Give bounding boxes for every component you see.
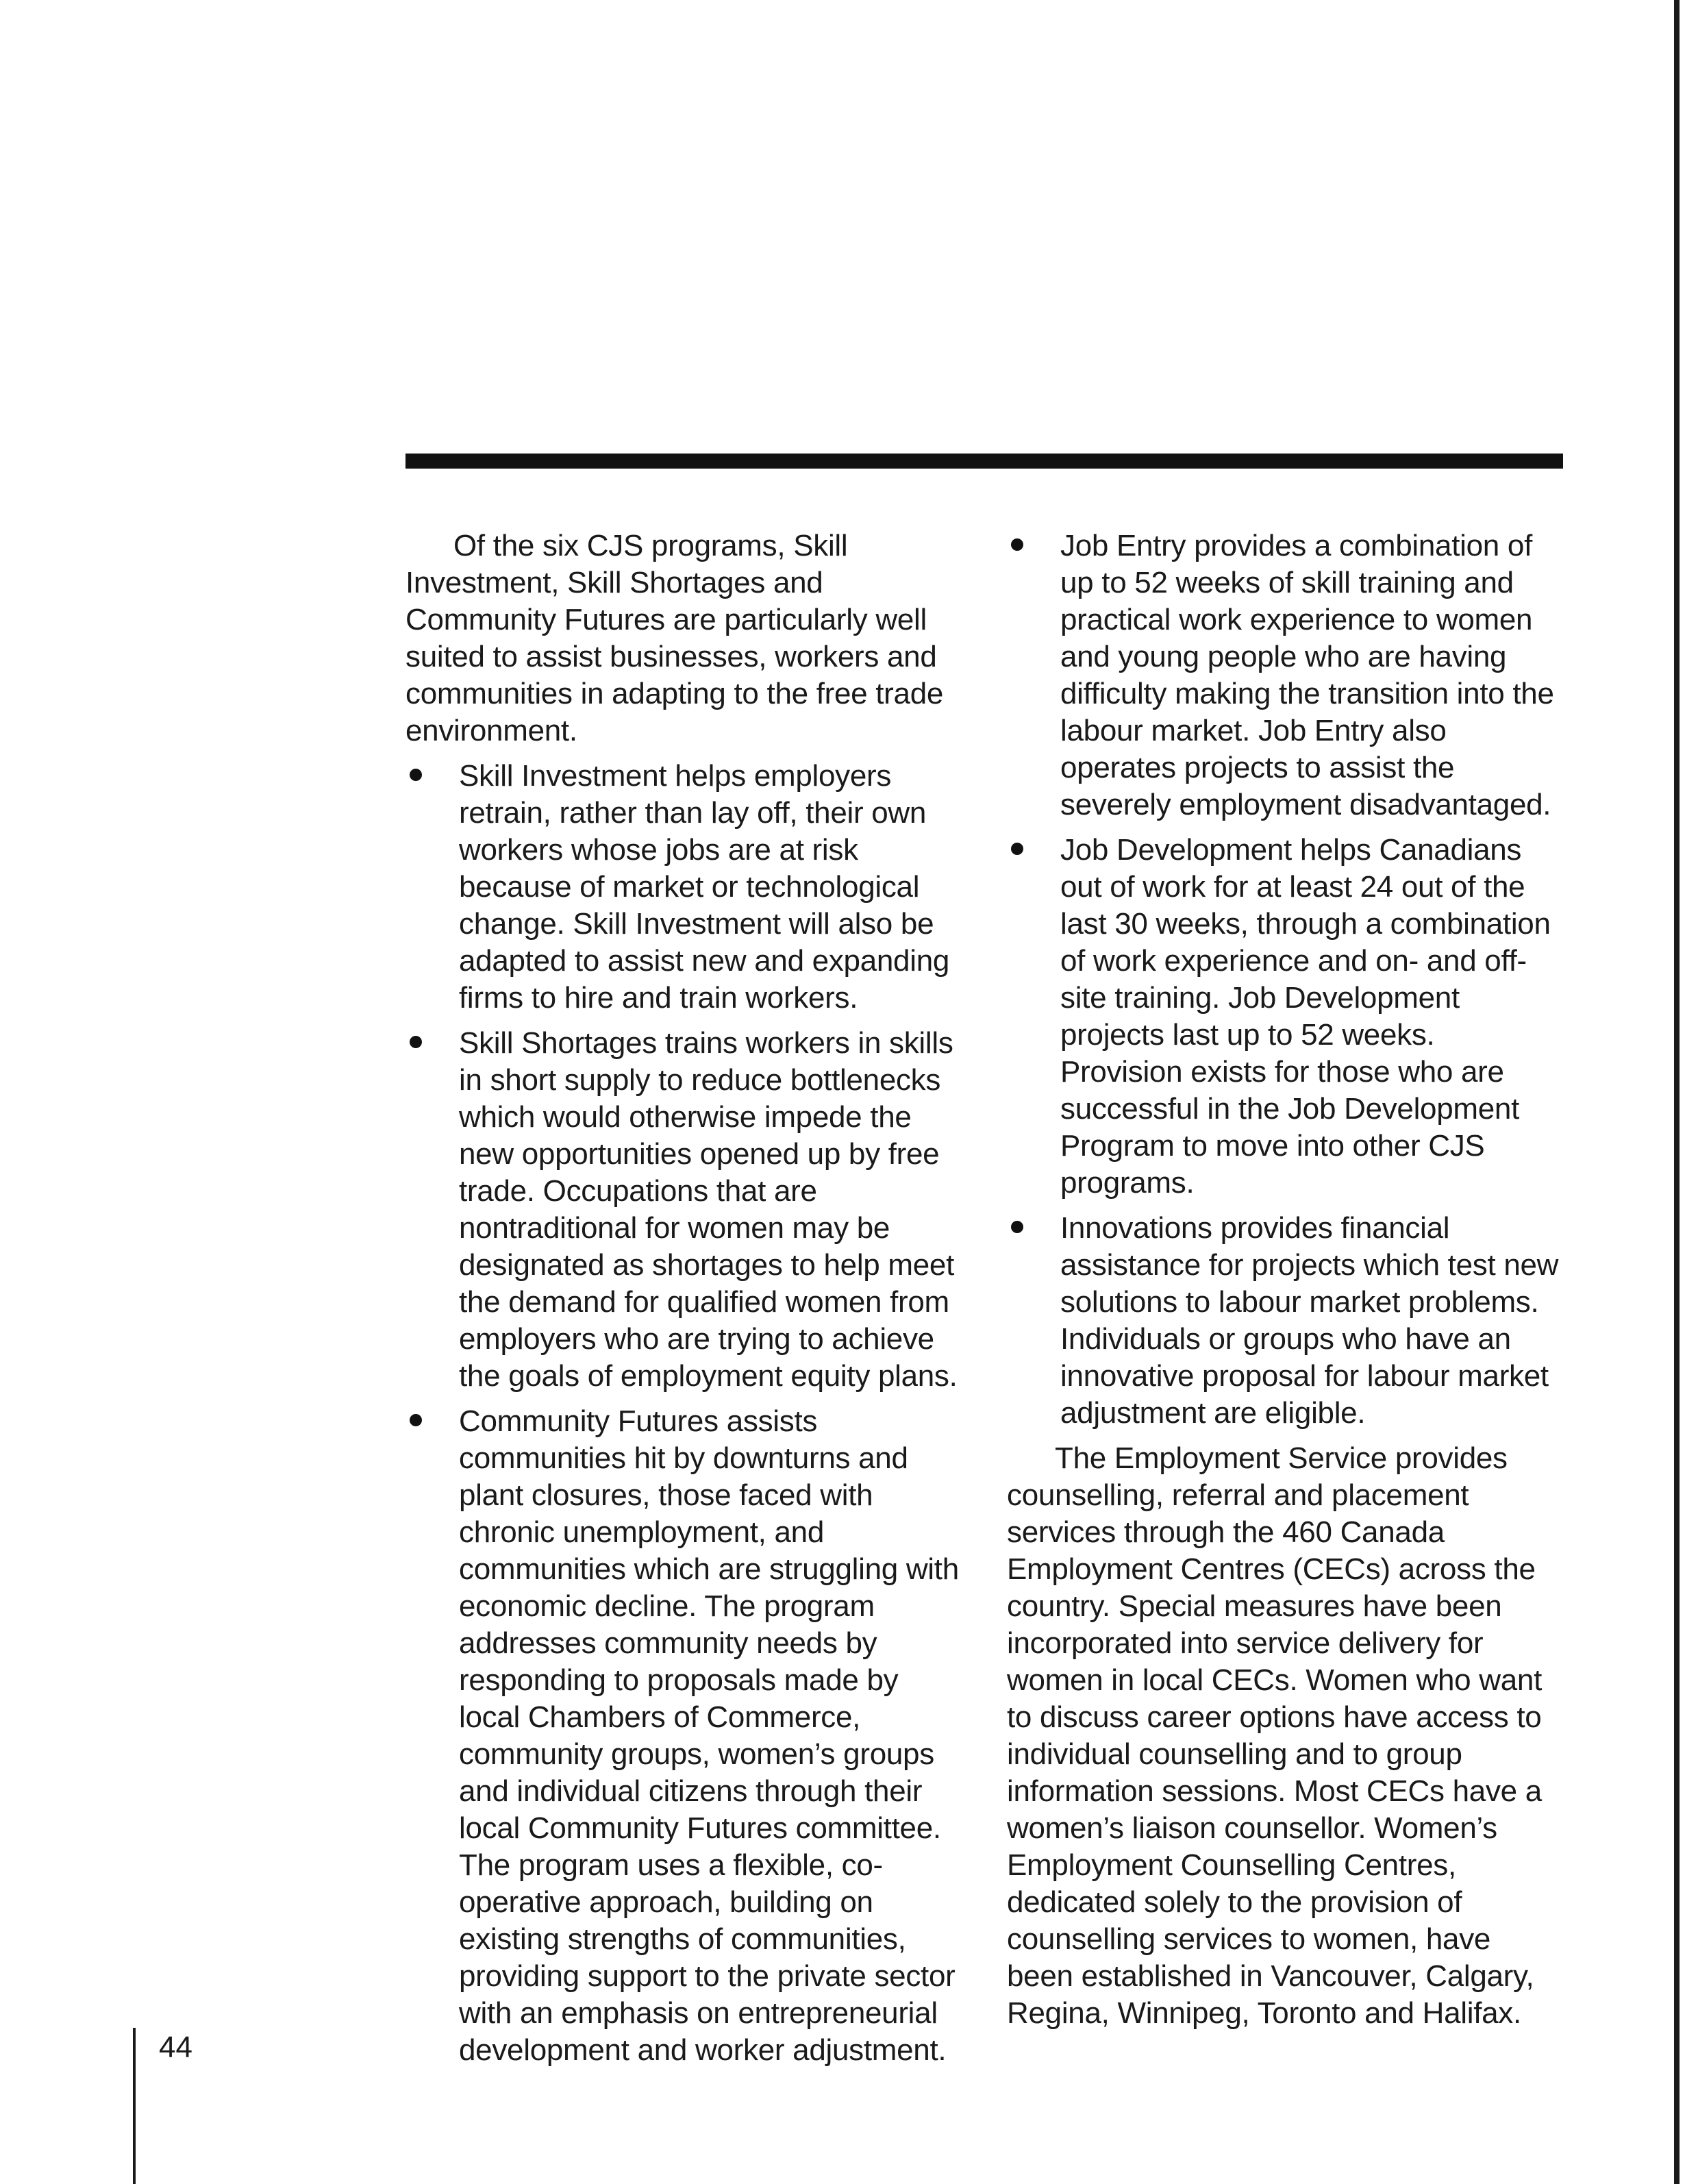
right-bullet-list (1007, 528, 1562, 1432)
page-number: 44 (159, 2031, 192, 2064)
list-item-text: Job Development helps Canadians out of work for at least 24 out of the last 30 weeks, through a combination of work experience and on- and off-site training. Job Development projects last up to 52 weeks. Provision exists for those who are successful in the Job Development Program to move into other CJS programs. (1060, 833, 1551, 1200)
bullet-icon (1011, 1221, 1023, 1233)
page-number-rule (133, 2028, 136, 2184)
employment-service-paragraph: The Employment Service provides counselling, referral and placement services through the 460 Canada Employment Centres (CECs) across the country. Special measures have been incorporated into service delivery for women in local CECs. Women who want to discuss career options have access to individual counselling and to group information sessions. Most CECs have a women’s liaison counsellor. Women’s Employment Counselling Centres, dedicated solely to the provision of counselling services to women, have been established in Vancouver, Calgary, Regina, Winnipeg, Toronto and Halifax. (1007, 1441, 1543, 2030)
bullet-icon (410, 769, 422, 781)
right-column (1007, 528, 1562, 2040)
left-bullet-list (405, 758, 967, 2069)
list-item-skill-shortages (405, 1025, 967, 1395)
list-item-text: Skill Investment helps employers retrain, rather than lay off, their own workers whose jobs are at risk because of market or technological change. Skill Investment will also be adapted to assist new and expanding firms to hire and train workers. (459, 759, 950, 1015)
bullet-icon (1011, 538, 1023, 551)
list-item-skill-investment (405, 758, 967, 1017)
header-rule (405, 454, 1563, 469)
bullet-icon (1011, 843, 1023, 855)
list-item-text: Skill Shortages trains workers in skills in short supply to reduce bottlenecks which would otherwise impede the new opportunities opened up by free trade. Occupations that are nontraditional for women may be designated as shortages to help meet the demand for qualified women from employers who are trying to achieve the goals of employment equity plans. (459, 1026, 958, 1393)
list-item-community-futures (405, 1403, 967, 2069)
list-item-job-entry (1007, 528, 1562, 823)
list-item-innovations (1007, 1210, 1562, 1432)
list-item-job-development (1007, 832, 1562, 1202)
list-item-text: Job Entry provides a combination of up to 52 weeks of skill training and practical work experience to women and young people who are having difficulty making the transition into the labour market. Job Entry also operates projects to assist the severely employment disadvantaged. (1060, 529, 1554, 821)
list-item-text: Innovations provides financial assistance for projects which test new solutions to labour market problems. Individuals or groups who have an innovative proposal for labour market adjustment are eligible. (1060, 1211, 1559, 1430)
bullet-icon (410, 1036, 422, 1048)
bullet-icon (410, 1414, 422, 1426)
list-item-text: Community Futures assists communities hit by downturns and plant closures, those faced with chronic unemployment, and communities which are struggling with economic decline. The program addresses community needs by responding to proposals made by local Chambers of Commerce, community groups, women’s groups and individual citizens through their local Community Futures committee. The program uses a flexible, co-operative approach, building on existing strengths of communities, providing support to the private sector with an emphasis on entrepreneurial development and worker adjustment. (459, 1404, 959, 2067)
intro-paragraph: Of the six CJS programs, Skill Investment, Skill Shortages and Community Futures are particularly well suited to assist businesses, workers and communities in adapting to the free trade environment. (405, 529, 944, 747)
left-column (405, 528, 967, 2077)
right-edge-rule (1674, 0, 1680, 2184)
